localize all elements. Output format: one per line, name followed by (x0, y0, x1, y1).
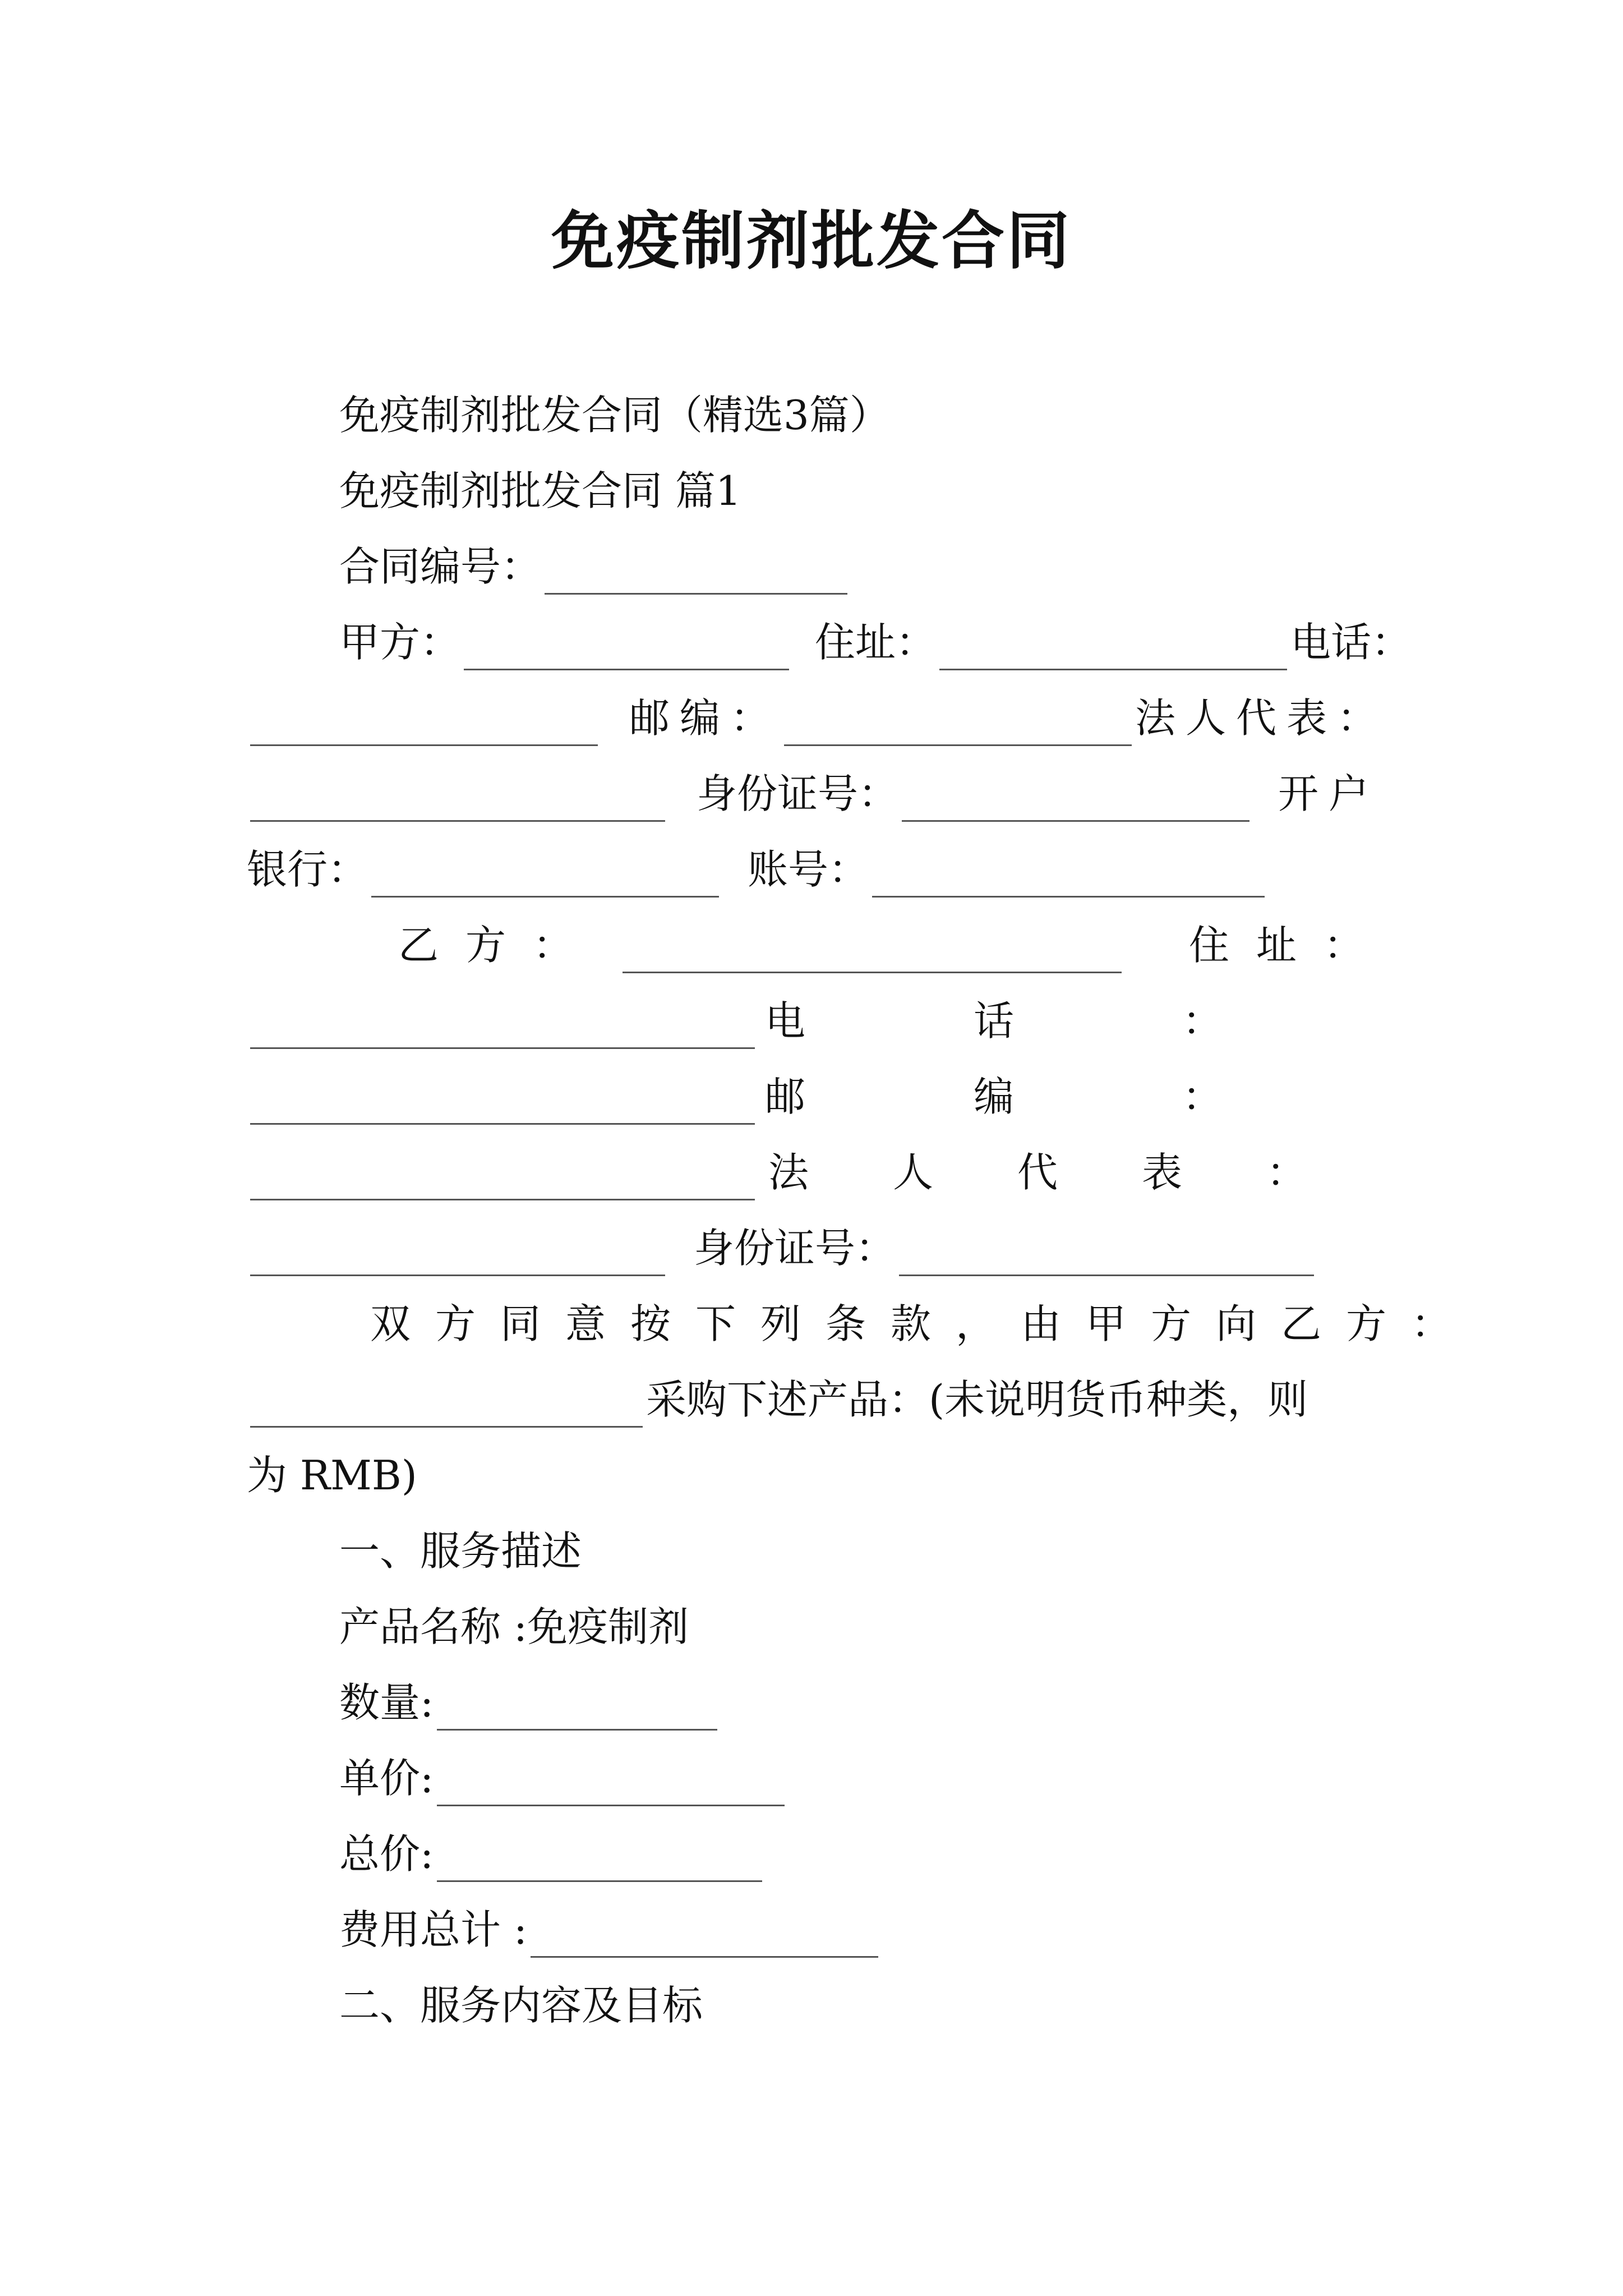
party-a-line-1 (247, 614, 1483, 670)
party-b-postcode-blank[interactable] (250, 1159, 755, 1200)
party-a-phone-label: 电话： (1290, 619, 1412, 666)
agreement-line-2 (247, 1372, 1391, 1428)
total-cost-line (247, 1902, 1483, 1958)
party-a-postcode-label: 邮编： (629, 694, 781, 742)
party-a-line-4 (247, 841, 1391, 898)
party-b-legal-rep-label: 法人代表： (768, 1149, 1391, 1196)
total-cost-label: 费用总计 : (339, 1906, 528, 1953)
party-a-line-2 (247, 690, 1391, 746)
agreement-line-1 (247, 1296, 1477, 1352)
intro-line (247, 387, 1483, 443)
contract-number-blank[interactable] (545, 554, 847, 595)
party-a-legal-rep-label: 法人代表： (1135, 694, 1388, 742)
party-a-address-blank[interactable] (939, 629, 1287, 670)
party-b-label: 乙方： (398, 922, 601, 969)
party-a-phone-blank[interactable] (250, 705, 598, 746)
contract-number-label: 合同编号： (339, 543, 542, 590)
product-name-line (247, 1599, 1483, 1655)
agreement-text-2: 采购下述产品：(未说明货币种类，则 (646, 1376, 1308, 1423)
party-a-legal-rep-blank[interactable] (250, 781, 665, 822)
party-b-phone-label: 电话： (764, 997, 1391, 1045)
unit-price-blank[interactable] (437, 1765, 785, 1806)
agreement-text-3: 为 RMB) (247, 1452, 417, 1499)
unit-price-line (247, 1750, 1483, 1806)
party-a-postcode-blank[interactable] (784, 705, 1132, 746)
agreement-line-3 (247, 1447, 1391, 1503)
party-a-id-blank[interactable] (902, 781, 1249, 822)
party-b-line-3 (247, 1069, 1391, 1125)
agreement-text-1: 双方同意按下列条款，由甲方向乙方： (370, 1300, 1477, 1347)
document-title: 免疫制剂批发合同 (551, 204, 1072, 278)
party-b-line-5 (247, 1220, 1391, 1276)
part-heading-text: 免疫制剂批发合同 篇1 (339, 467, 741, 514)
party-a-bank-label-1: 开户 (1278, 770, 1380, 817)
party-b-id-label: 身份证号： (694, 1225, 896, 1272)
section-1-heading (247, 1523, 1483, 1579)
section-2-heading (247, 1977, 1483, 2033)
quantity-line (247, 1674, 1483, 1731)
party-a-account-blank[interactable] (872, 857, 1265, 898)
party-a-account-label: 账号： (748, 846, 869, 893)
party-b-legal-rep-blank[interactable] (250, 1235, 665, 1276)
party-a-bank-label-2: 银行： (247, 846, 368, 893)
party-a-label: 甲方： (339, 619, 461, 666)
total-price-line (247, 1826, 1483, 1882)
quantity-label: 数量: (339, 1679, 434, 1726)
party-b-blank[interactable] (623, 932, 1122, 973)
party-b-id-blank[interactable] (899, 1235, 1314, 1276)
contract-number-line (247, 539, 1483, 595)
product-name-text: 产品名称 :免疫制剂 (339, 1603, 689, 1650)
quantity-blank[interactable] (437, 1690, 717, 1731)
total-price-blank[interactable] (437, 1841, 762, 1882)
party-b-line-1 (247, 917, 1391, 973)
section-1-heading-text: 一、服务描述 (339, 1527, 582, 1575)
unit-price-label: 单价: (339, 1755, 434, 1802)
intro-text: 免疫制剂批发合同（精选3篇） (339, 392, 890, 439)
party-b-address-blank[interactable] (250, 1008, 755, 1049)
total-price-label: 总价: (339, 1830, 434, 1878)
party-a-line-3 (247, 766, 1391, 822)
party-b-line-2 (247, 993, 1391, 1049)
party-a-blank[interactable] (464, 629, 789, 670)
party-b-postcode-label: 邮编： (764, 1073, 1391, 1120)
party-b-address-label: 住址： (1188, 922, 1391, 969)
agreement-party-blank[interactable] (250, 1387, 643, 1428)
party-b-line-4 (247, 1144, 1391, 1200)
section-2-heading-text: 二、服务内容及目标 (339, 1982, 703, 2029)
party-a-address-label: 住址： (815, 619, 937, 666)
party-a-id-label: 身份证号： (697, 770, 899, 817)
party-b-phone-blank[interactable] (250, 1084, 755, 1125)
party-a-bank-blank[interactable] (371, 857, 719, 898)
part-heading (247, 463, 1483, 519)
total-cost-blank[interactable] (531, 1917, 878, 1958)
